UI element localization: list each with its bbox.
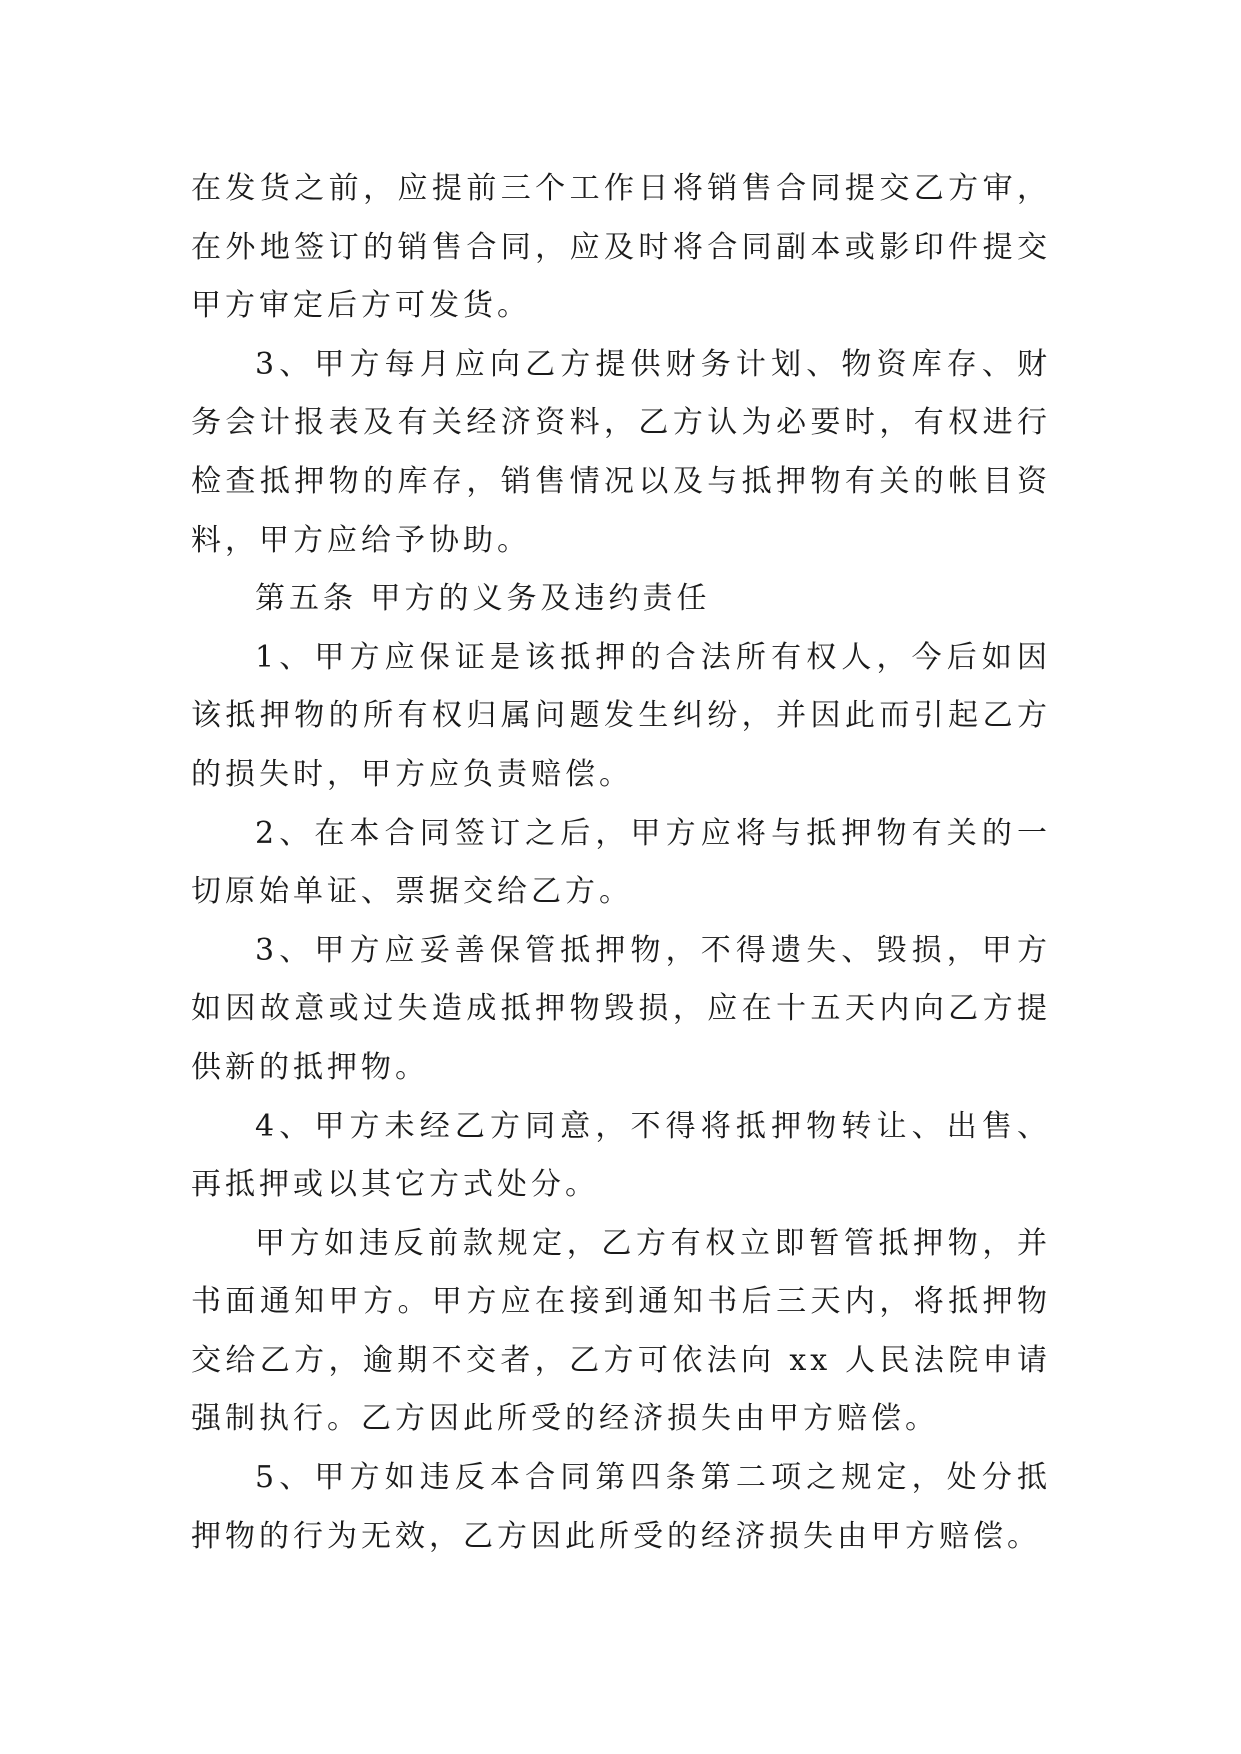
document-body [191, 160, 1051, 1566]
paragraph-item-3-financial-reports: 3、甲方每月应向乙方提供财务计划、物资库存、财务会计报表及有关经济资料，乙方认为必要时，有权进行检查抵押物的库存，销售情况以及与抵押物有关的帐目资料，甲方应给予协助。 [191, 346, 1051, 558]
paragraph-item-3-safekeeping: 3、甲方应妥善保管抵押物，不得遗失、毁损，甲方如因故意或过失造成抵押物毁损，应在十五天内向乙方提供新的抵押物。 [191, 932, 1051, 1085]
paragraph-violation-consequence: 甲方如违反前款规定，乙方有权立即暂管抵押物，并书面通知甲方。甲方应在接到通知书后三天内，将抵押物交给乙方，逾期不交者，乙方可依法向 xx 人民法院申请强制执行。乙方因此所受的经济损失由甲方赔偿。 [191, 1225, 1051, 1437]
paragraph-item-4-no-transfer: 4、甲方未经乙方同意，不得将抵押物转让、出售、再抵押或以其它方式处分。 [191, 1108, 1051, 1203]
section-heading-article-5: 第五条 甲方的义务及违约责任 [255, 581, 711, 617]
paragraph-shipping-review: 在发货之前，应提前三个工作日将销售合同提交乙方审，在外地签订的销售合同，应及时将合同副本或影印件提交甲方审定后方可发货。 [191, 171, 1051, 324]
paragraph-item-5-invalid-disposal: 5、甲方如违反本合同第四条第二项之规定，处分抵押物的行为无效，乙方因此所受的经济损失由甲方赔偿。 [191, 1460, 1051, 1554]
paragraph-item-1-ownership: 1、甲方应保证是该抵押的合法所有权人，今后如因该抵押物的所有权归属问题发生纠纷，并因此而引起乙方的损失时，甲方应负责赔偿。 [191, 639, 1051, 792]
paragraph-item-2-documents: 2、在本合同签订之后，甲方应将与抵押物有关的一切原始单证、票据交给乙方。 [191, 815, 1051, 910]
